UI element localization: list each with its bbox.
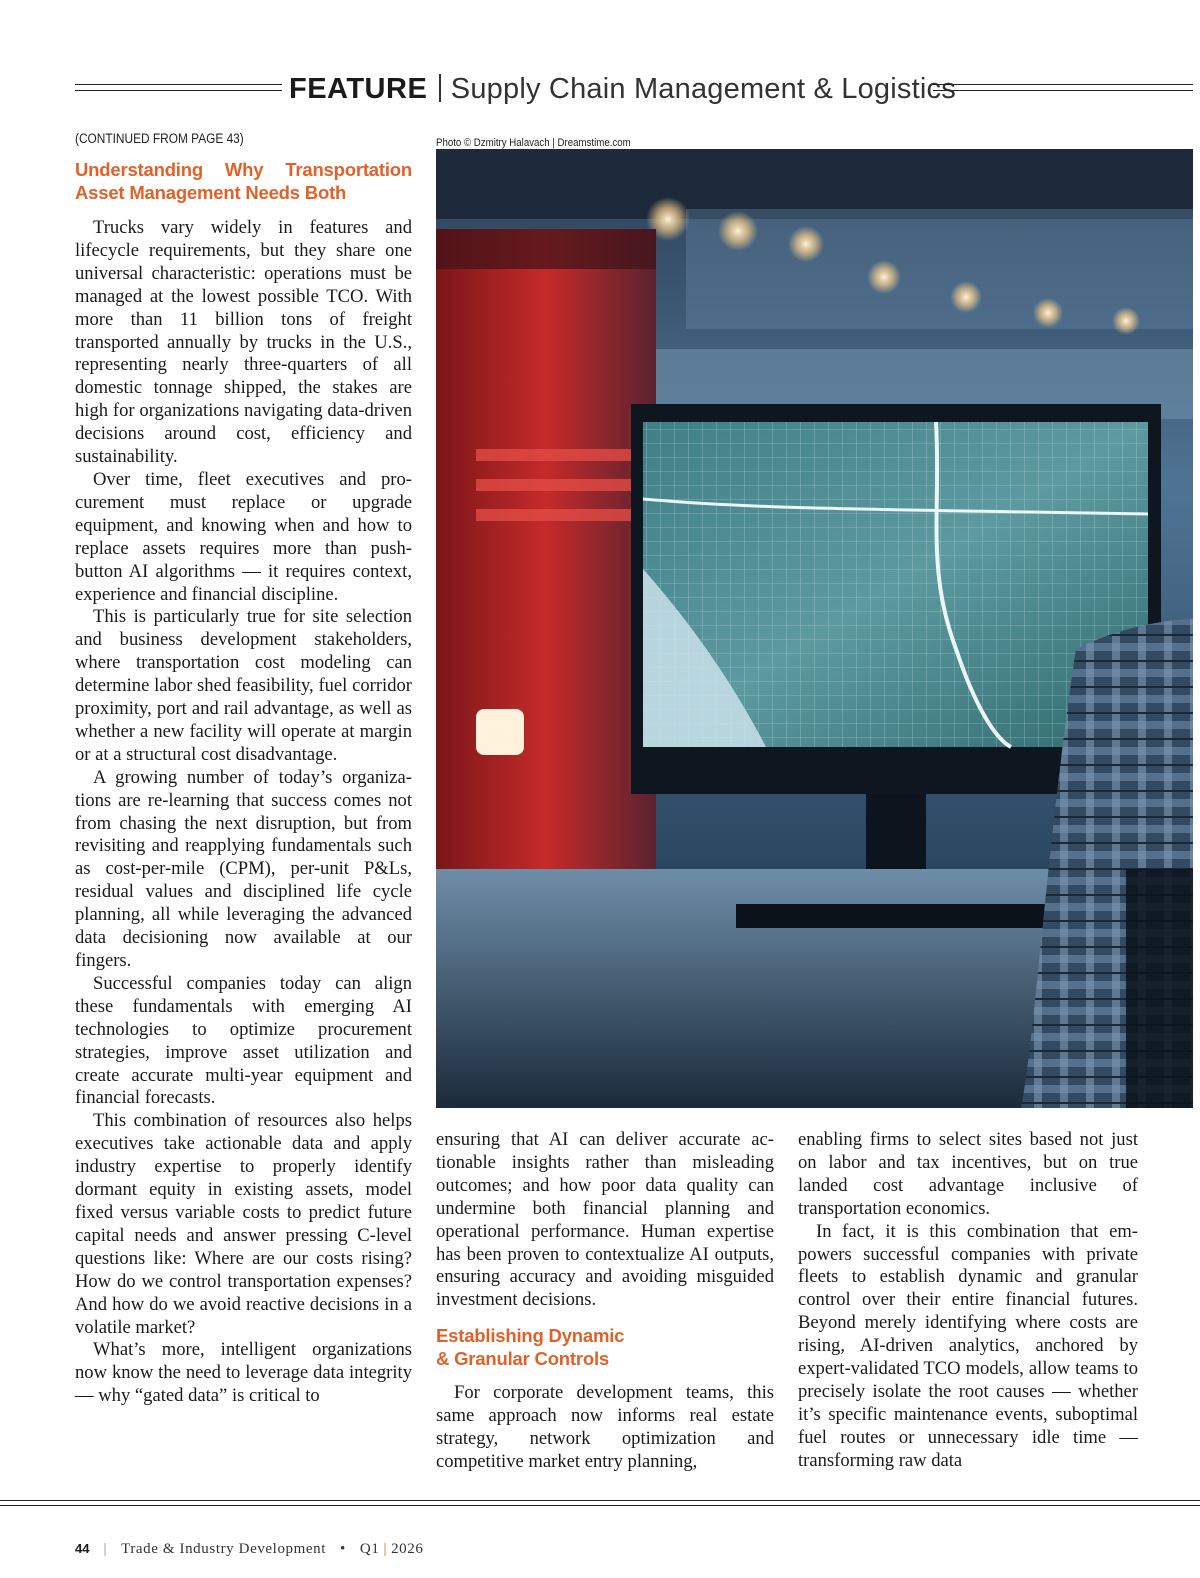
paragraph: Successful companies today can align these fundamentals with emerging AI technologies to optimize procurement strategies, improve asset utilization and create accurate multi-year equipment and financial forecasts. [75, 972, 412, 1109]
footer-separator: | [103, 1541, 108, 1557]
paragraph: This combination of resources also helps executives take actionable data and apply industry expertise to properly identify dormant equity in existing assets, model fixed versus variable costs to predict future capital needs and answer pressing C-level questions like: Where are our costs rising? How do we control transportation expenses? And how do we avoid reactive decisions in a volatile market? [75, 1110, 412, 1338]
paragraph: enabling firms to select sites based not just on labor and tax incentives, but on true landed cost advantage inclusive of transportation economics. [798, 1129, 1138, 1219]
article-column-3 [798, 1129, 1138, 1473]
continued-note: (CONTINUED FROM PAGE 43) [75, 131, 244, 146]
footer-rule [0, 1500, 1200, 1506]
paragraph: This is particularly true for site selection and business development stakeholders, where transportation cost modeling can determine labor shed feasibility, fuel corridor proximity, port and rail advantage, as well as whether a new facility will operate at margin or at a structural cost disadvantage. [75, 606, 412, 765]
feature-photo [436, 149, 1193, 1108]
issue-label: Q1 [359, 1541, 380, 1557]
subheading-line: Establishing Dynamic [436, 1325, 625, 1347]
article-column-2 [436, 1129, 774, 1474]
footer-bullet: • [340, 1541, 346, 1557]
paragraph: In fact, it is this combination that empowers successful companies with private fleets to establish dynamic and granular control over their entire financial futures. Beyond merely identifying where costs are rising, AI-driven analytics, anchored by expert-validated TCO models, allow teams to precisely isolate the root causes — whether it’s specific maintenance events, suboptimal fuel routes or unnecessary idle time — transforming raw data [798, 1220, 1138, 1471]
publication-name: Trade & Industry Development [121, 1541, 327, 1557]
issue-year: 2026 [391, 1541, 424, 1557]
article-column-1 [75, 158, 412, 1408]
paragraph: ensuring that AI can deliver accurate actionable insights rather than misleading outcomes; and how poor data quality can undermine both financial planning and operational performance. Human expertise has been proven to contextualize AI outputs, ensuring accuracy and avoiding misguided investment decisions. [436, 1129, 774, 1311]
subheading: Understanding Why Transportation Asset Management Needs Both [75, 159, 412, 203]
footer-separator-accent: | [383, 1541, 388, 1557]
subheading-line: & Granular Controls [436, 1348, 609, 1370]
header-rule-left [75, 84, 282, 91]
subheading [436, 1324, 774, 1370]
page-number: 44 [75, 1541, 90, 1556]
page-footer [75, 1541, 423, 1558]
section-name: Supply Chain Management & Logistics [450, 73, 956, 105]
feature-label: FEATURE [289, 73, 428, 105]
header-divider [439, 74, 441, 102]
photo-credit: Photo © Dzmitry Halavach | Dreamstime.com [436, 137, 631, 149]
paragraph: For corporate development teams, this same approach now informs real estate strategy, network optimization and competitive market entry planning, [436, 1382, 774, 1472]
header-rule-right [933, 84, 1193, 91]
section-header [289, 70, 956, 110]
paragraph: Over time, fleet executives and procurement must replace or upgrade equipment, and knowing when and how to replace assets requires more than push-button AI algorithms — it requires context, experience and financial discipline. [75, 468, 412, 605]
paragraph: A growing number of today’s organizations are re-learning that success comes not from chasing the next disruption, but from revisiting and reapplying fundamentals such as cost-per-mile (CPM), per-unit P&Ls, residual values and disciplined life cycle planning, all while leveraging the advanced data decisioning now available at our fingers. [75, 766, 412, 971]
paragraph: Trucks vary widely in features and lifecycle requirements, but they share one universal characteristic: operations must be managed at the lowest possible TCO. With more than 11 billion tons of freight transported annually by trucks in the U.S., representing nearly three-quarters of all domestic tonnage shipped, the stakes are high for organizations navigating data-driven decisions around cost, efficiency and sustainability. [75, 217, 412, 468]
paragraph: What’s more, intelligent organizations now know the need to leverage data integrity — why “gated data” is critical to [75, 1339, 412, 1407]
